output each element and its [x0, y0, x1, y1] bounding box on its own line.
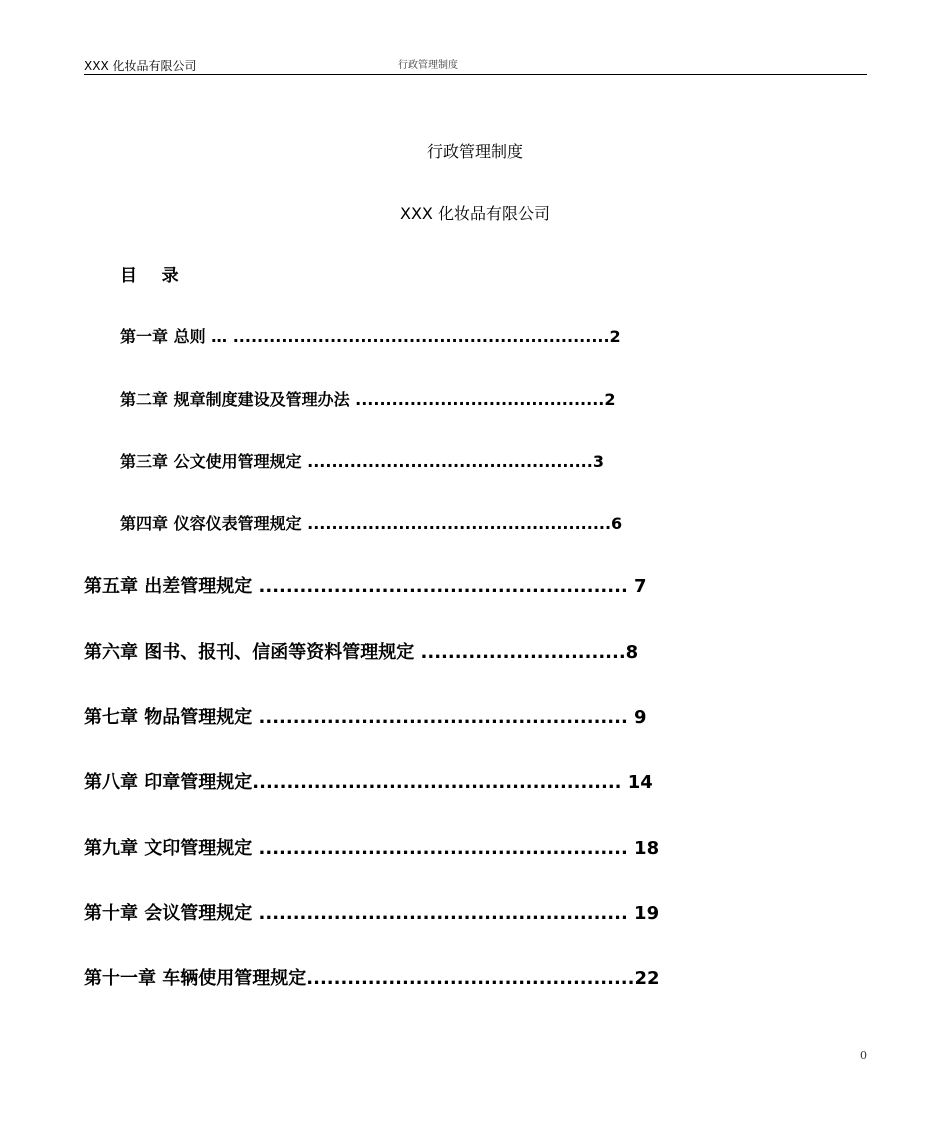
toc-entry-chapter-6[interactable]: 第六章 图书、报刊、信函等资料管理规定 ..............................8: [84, 642, 639, 663]
toc-heading: 目 录: [120, 266, 188, 286]
document-title: 行政管理制度: [426, 142, 523, 161]
toc-entry-chapter-11[interactable]: 第十一章 车辆使用管理规定................................................22: [84, 968, 660, 989]
footer-page-number: 0: [860, 1049, 867, 1062]
toc-entry-chapter-3[interactable]: 第三章 公文使用管理规定 ...............................................3: [120, 452, 604, 471]
toc-entry-chapter-7[interactable]: 第七章 物品管理规定 ...................................................... 9: [84, 707, 647, 728]
toc-entry-chapter-8[interactable]: 第八章 印章管理规定...................................................... 14: [84, 772, 653, 793]
toc-entry-chapter-5[interactable]: 第五章 出差管理规定 ...................................................... 7: [84, 576, 647, 597]
toc-entry-chapter-1[interactable]: 第一章 总则 … ..............................................................2: [120, 327, 621, 346]
toc-entry-chapter-2[interactable]: 第二章 规章制度建设及管理办法 .........................................2: [120, 390, 616, 409]
document-company-name: XXX 化妆品有限公司: [400, 204, 550, 223]
page-header: [84, 58, 867, 75]
header-document-title: 行政管理制度: [398, 60, 458, 71]
header-company-name: XXX 化妆品有限公司: [84, 59, 197, 73]
toc-entry-chapter-9[interactable]: 第九章 文印管理规定 ...................................................... 18: [84, 838, 660, 859]
toc-entry-chapter-10[interactable]: 第十章 会议管理规定 ...................................................... 19: [84, 903, 660, 924]
toc-entry-chapter-4[interactable]: 第四章 仪容仪表管理规定 ..................................................6: [120, 514, 623, 533]
